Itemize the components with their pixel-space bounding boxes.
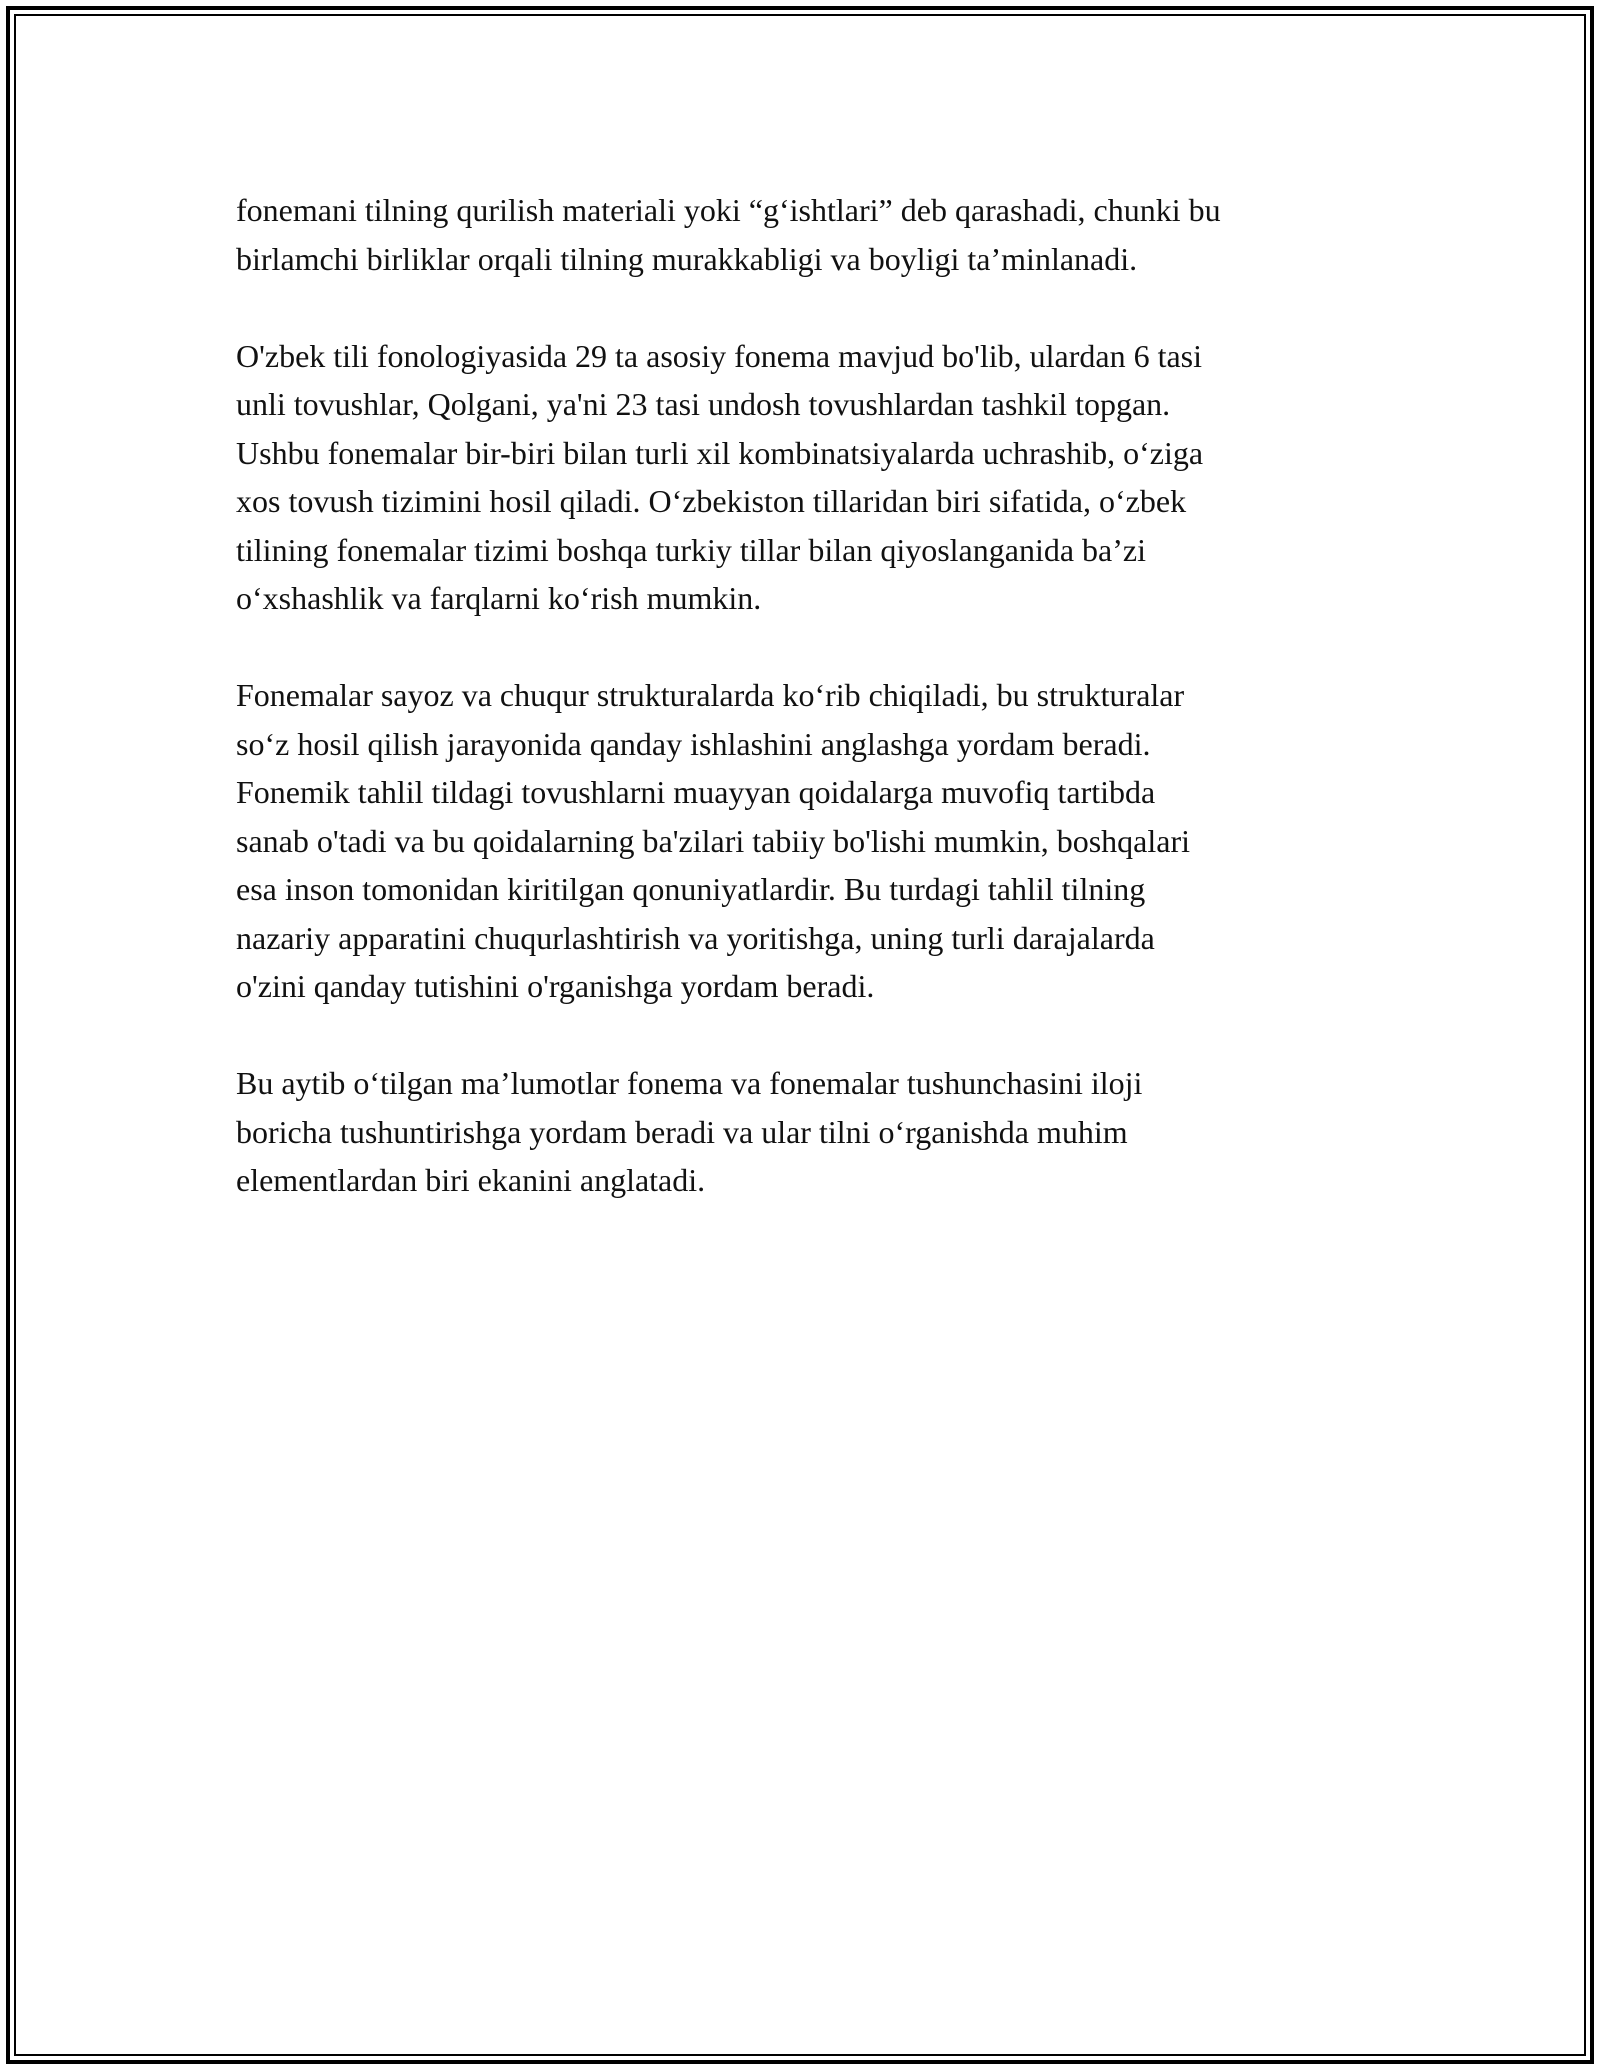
text-line: unli tovushlar, Qolgani, ya'ni 23 tasi undosh tovushlardan tashkil topgan. [236, 386, 1171, 422]
text-line: Bu aytib o‘tilgan ma’lumotlar fonema va fonemalar tushunchasini iloji [236, 1065, 1143, 1101]
text-line: sanab o'tadi va bu qoidalarning ba'zilari tabiiy bo'lishi mumkin, boshqalari [236, 822, 1190, 859]
paragraph-3 [236, 671, 1386, 1011]
text-line: o‘xshashlik va farqlarni ko‘rish mumkin. [236, 580, 762, 616]
paragraph-4 [236, 1059, 1386, 1205]
text-line: o'zini qanday tutishini o'rganishga yordam beradi. [236, 968, 875, 1004]
text-line: Ushbu fonemalar bir-biri bilan turli xil kombinatsiyalarda uchrashib, o‘ziga [236, 434, 1204, 471]
paragraph-1 [236, 186, 1386, 283]
text-line: Fonemik tahlil tildagi tovushlarni muayyan qoidalarga muvofiq tartibda [236, 774, 1156, 810]
text-line: Fonemalar sayoz va chuqur strukturalarda ko‘rib chiqiladi, bu strukturalar [236, 677, 1185, 713]
text-line: so‘z hosil qilish jarayonida qanday ishlashini anglashga yordam beradi. [236, 725, 1151, 762]
text-line: elementlardan biri ekanini anglatadi. [236, 1162, 706, 1198]
text-line: esa inson tomonidan kiritilgan qonuniyatlardir. Bu turdagi tahlil tilning [236, 871, 1146, 907]
text-line: boricha tushuntirishga yordam beradi va ular tilni o‘rganishda muhim [236, 1113, 1128, 1150]
text-line: fonemani tilning qurilish materiali yoki “g‘ishtlari” deb qarashadi, chunki bu [236, 192, 1221, 228]
text-line: tilining fonemalar tizimi boshqa turkiy tillar bilan qiyoslanganida ba’zi [236, 531, 1146, 568]
text-line: xos tovush tizimini hosil qiladi. O‘zbekiston tillaridan biri sifatida, o‘zbek [236, 483, 1187, 519]
text-line: nazariy apparatini chuqurlashtirish va yoritishga, uning turli darajalarda [236, 919, 1155, 956]
document-body [236, 186, 1386, 1253]
text-line: O'zbek tili fonologiyasida 29 ta asosiy fonema mavjud bo'lib, ulardan 6 tasi [236, 337, 1202, 374]
paragraph-2 [236, 332, 1386, 623]
text-line: birlamchi birliklar orqali tilning murakkabligi va boyligi ta’minlanadi. [236, 240, 1138, 277]
